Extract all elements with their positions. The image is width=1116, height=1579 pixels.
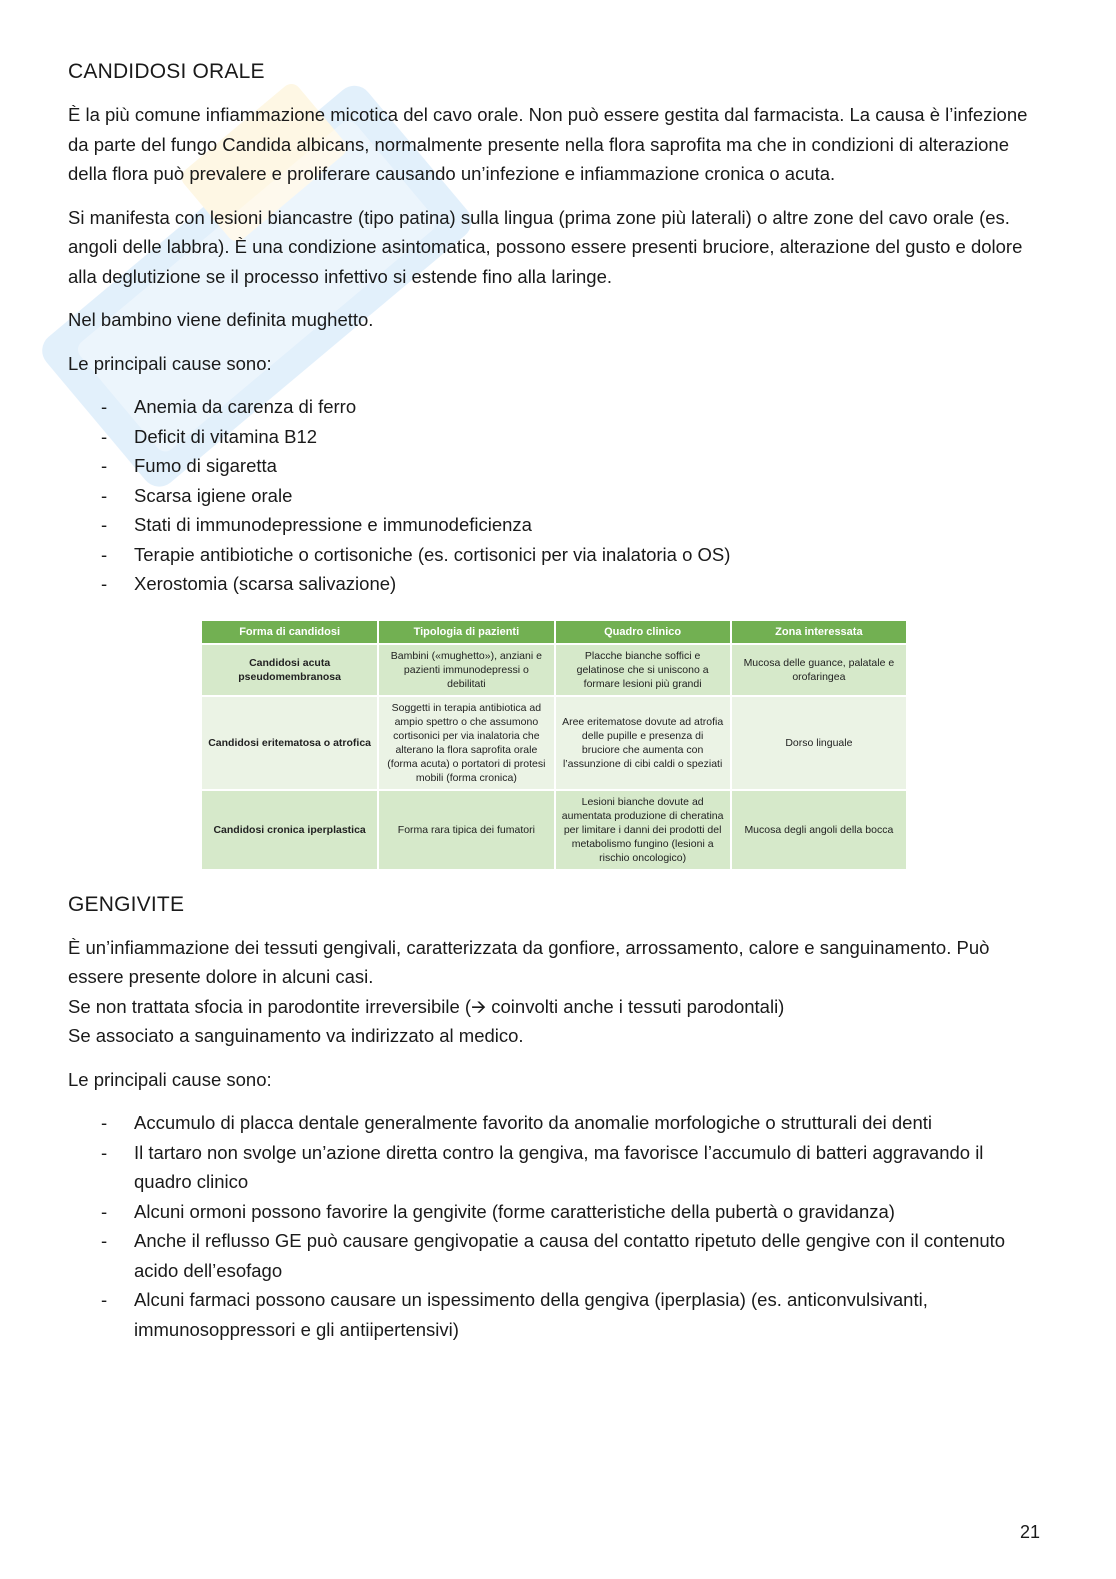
section-title-gengivite: GENGIVITE xyxy=(68,892,185,916)
table-cell: Placche bianche soffici e gelatinose che si uniscono a formare lesioni più grandi xyxy=(555,644,731,696)
table-row xyxy=(202,644,907,696)
table-cell: Mucosa degli angoli della bocca xyxy=(731,790,907,870)
table-cell: Mucosa delle guance, palatale e orofaringea xyxy=(731,644,907,696)
table-cell: Lesioni bianche dovute ad aumentata produzione di cheratina per limitare i danni dei prodotti del metabolismo fungino (lesioni a rischio oncologico) xyxy=(555,790,731,870)
list-item: - Alcuni ormoni possono favorire la gengivite (forme caratteristiche della pubertà o gravidanza) xyxy=(68,1197,1043,1227)
table-row xyxy=(202,790,907,870)
section-title-candidosi: CANDIDOSI ORALE xyxy=(68,60,265,83)
table-cell: Candidosi acuta pseudomembranosa xyxy=(202,644,378,696)
paragraph: È la più comune infiammazione micotica del cavo orale. Non può essere gestita dal farmacista. La causa è l’infezione da parte del fungo Candida albicans, normalmente presente nella flora saprofita ma che in condizioni di alterazione della flora può prevalere e proliferare causando un’infezione e infiammazione cronica o acuta. xyxy=(68,104,1028,184)
table-cell: Dorso linguale xyxy=(731,696,907,790)
list-item: - Il tartaro non svolge un’azione diretta contro la gengiva, ma favorisce l’accumulo di batteri aggravando il quadro clinico xyxy=(68,1138,1043,1197)
paragraph: Se associato a sanguinamento va indirizzato al medico. xyxy=(68,1025,524,1046)
list-item: - Anemia da carenza di ferro xyxy=(68,392,1043,422)
paragraph: Nel bambino viene definita mughetto. xyxy=(68,309,374,330)
paragraph: Se non trattata sfocia in parodontite irreversibile (🡪 coinvolti anche i tessuti parodontali) xyxy=(68,995,785,1017)
list-item: - Scarsa igiene orale xyxy=(68,481,1043,511)
table-cell: Soggetti in terapia antibiotica ad ampio spettro o che assumono cortisonici per via inalatoria che alterano la flora saprofita orale (forma acuta) o portatori di protesi mobili (forma cronica) xyxy=(378,696,554,790)
table-cell: Bambini («mughetto»), anziani e pazienti immunodepressi o debilitati xyxy=(378,644,554,696)
table-header: Quadro clinico xyxy=(555,621,731,644)
list-item: - Deficit di vitamina B12 xyxy=(68,422,1043,452)
paragraph: Si manifesta con lesioni biancastre (tipo patina) sulla lingua (prima zone più laterali) o altre zone del cavo orale (es. angoli delle labbra). È una condizione asintomatica, possono essere presenti bruciore, alterazione del gusto e dolore alla deglutizione se il processo infettivo si estende fino alla laringe. xyxy=(68,206,1023,287)
candidosi-table xyxy=(202,621,908,871)
list-item: - Alcuni farmaci possono causare un ispessimento della gengiva (iperplasia) (es. anticonvulsivanti, immunosoppressori e gli antiipertensivi) xyxy=(68,1285,1043,1344)
list-item: - Xerostomia (scarsa salivazione) xyxy=(68,569,1043,599)
list-item: - Stati di immunodepressione e immunodeficienza xyxy=(68,510,1043,540)
causes-list-gengivite xyxy=(68,1108,1043,1344)
causes-list-candidosi xyxy=(68,392,1043,599)
list-item: - Anche il reflusso GE può causare gengivopatie a causa del contatto ripetuto delle gengive con il contenuto acido dell’esofago xyxy=(68,1226,1043,1285)
page-number: 21 xyxy=(1019,1522,1040,1542)
table-cell: Candidosi cronica iperplastica xyxy=(202,790,378,870)
table-row xyxy=(202,696,907,790)
paragraph: È un’infiammazione dei tessuti gengivali, caratterizzata da gonfiore, arrossamento, calore e sanguinamento. Può essere presente dolore in alcuni casi. xyxy=(68,936,990,987)
table-cell: Candidosi eritematosa o atrofica xyxy=(202,696,378,790)
paragraph: Le principali cause sono: xyxy=(68,352,272,374)
table-header: Zona interessata xyxy=(731,621,907,644)
paragraph: Le principali cause sono: xyxy=(68,1068,272,1090)
table-header: Tipologia di pazienti xyxy=(378,621,554,644)
list-item: - Terapie antibiotiche o cortisoniche (es. cortisonici per via inalatoria o OS) xyxy=(68,540,1043,570)
list-item: - Fumo di sigaretta xyxy=(68,451,1043,481)
page-content xyxy=(68,60,1043,1366)
table-cell: Forma rara tipica dei fumatori xyxy=(378,790,554,870)
table-header: Forma di candidosi xyxy=(202,621,378,644)
table-cell: Aree eritematose dovute ad atrofia delle pupille e presenza di bruciore che aumenta con l’assunzione di cibi caldi o speziati xyxy=(555,696,731,790)
list-item: - Accumulo di placca dentale generalmente favorito da anomalie morfologiche o strutturali dei denti xyxy=(68,1108,1043,1138)
table-header-row xyxy=(202,621,907,644)
